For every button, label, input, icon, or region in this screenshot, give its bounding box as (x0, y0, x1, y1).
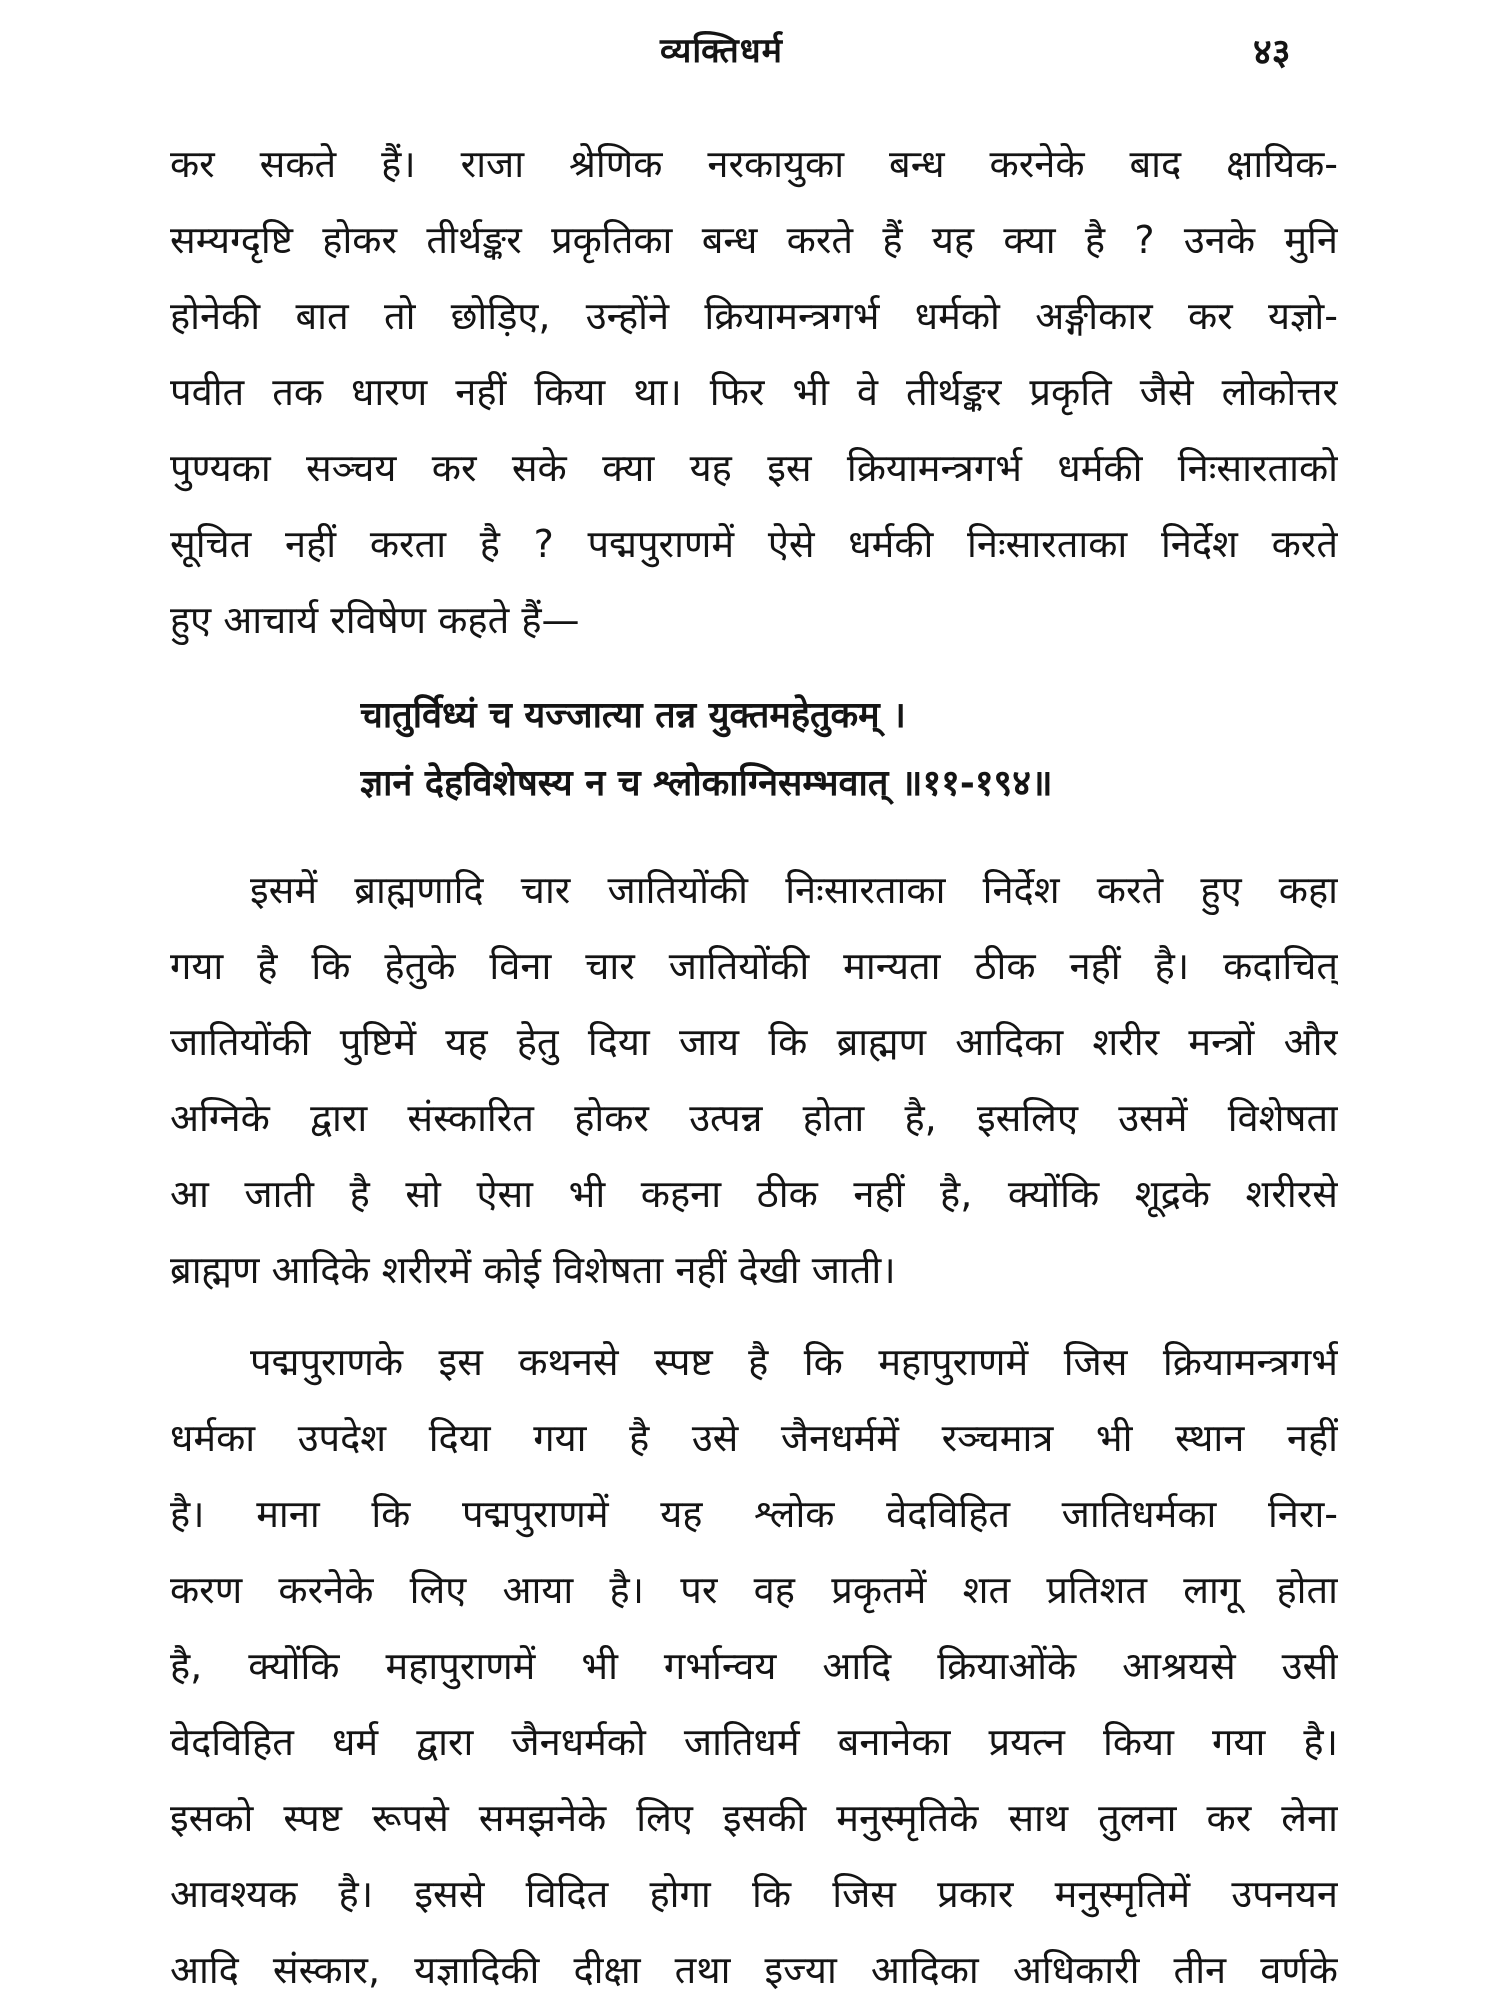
text-line: इसमें ब्राह्मणादि चार जातियोंकी निःसारताका निर्देश करते हुए कहा (250, 868, 1338, 912)
text-line: पद्मपुराणके इस कथनसे स्पष्ट है कि महापुराणमें जिस क्रियामन्त्रगर्भ (250, 1340, 1338, 1384)
text-line: ब्राह्मण आदिके शरीरमें कोई विशेषता नहीं देखी जाती। (170, 1248, 896, 1292)
verse-line-1: चातुर्विध्यं च यज्जात्या तन्न युक्तमहेतुकम् । (360, 695, 906, 736)
text-line: है, क्योंकि महापुराणमें भी गर्भान्वय आदि क्रियाओंके आश्रयसे उसी (170, 1644, 1338, 1688)
text-line: अग्निके द्वारा संस्कारित होकर उत्पन्न होता है, इसलिए उसमें विशेषता (170, 1096, 1338, 1140)
text-line: करण करनेके लिए आया है। पर वह प्रकृतमें शत प्रतिशत लागू होता (170, 1568, 1338, 1612)
text-line: पवीत तक धारण नहीं किया था। फिर भी वे तीर्थङ्कर प्रकृति जैसे लोकोत्तर (170, 370, 1338, 414)
text-line: इसको स्पष्ट रूपसे समझनेके लिए इसकी मनुस्मृतिके साथ तुलना कर लेना (170, 1796, 1338, 1840)
text-line: जातियोंकी पुष्टिमें यह हेतु दिया जाय कि ब्राह्मण आदिका शरीर मन्त्रों और (170, 1020, 1338, 1064)
sanskrit-verse (360, 682, 1340, 818)
text-line: कर सकते हैं। राजा श्रेणिक नरकायुका बन्ध करनेके बाद क्षायिक- (170, 142, 1338, 186)
text-line: आवश्यक है। इससे विदित होगा कि जिस प्रकार मनुस्मृतिमें उपनयन (170, 1872, 1338, 1916)
text-line: आदि संस्कार, यज्ञादिकी दीक्षा तथा इज्या आदिका अधिकारी तीन वर्णके (170, 1948, 1338, 1992)
text-line: हुए आचार्य रविषेण कहते हैं— (170, 598, 580, 642)
verse-line-2: ज्ञानं देहविशेषस्य न च श्लोकाग्निसम्भवात् ॥११-१९४॥ (360, 763, 1053, 804)
text-line: गया है कि हेतुके विना चार जातियोंकी मान्यता ठीक नहीं है। कदाचित् (170, 944, 1338, 988)
paragraph-3 (170, 1324, 1338, 2008)
running-header (0, 26, 1500, 76)
text-line: वेदविहित धर्म द्वारा जैनधर्मको जातिधर्म बनानेका प्रयत्न किया गया है। (170, 1720, 1338, 1764)
text-line: धर्मका उपदेश दिया गया है उसे जैनधर्ममें रञ्चमात्र भी स्थान नहीं (170, 1416, 1338, 1460)
page-number: ४३ (1253, 32, 1291, 73)
text-line: सूचित नहीं करता है ? पद्मपुराणमें ऐसे धर्मकी निःसारताका निर्देश करते (170, 522, 1338, 566)
running-title: व्यक्तिधर्म (660, 31, 783, 71)
text-line: आ जाती है सो ऐसा भी कहना ठीक नहीं है, क्योंकि शूद्रके शरीरसे (170, 1172, 1338, 1216)
paragraph-1 (170, 126, 1338, 658)
text-line: होनेकी बात तो छोड़िए, उन्होंने क्रियामन्त्रगर्भ धर्मको अङ्गीकार कर यज्ञो- (170, 294, 1338, 338)
text-line: है। माना कि पद्मपुराणमें यह श्लोक वेदविहित जातिधर्मका निरा- (170, 1492, 1338, 1536)
text-line: पुण्यका सञ्चय कर सके क्या यह इस क्रियामन्त्रगर्भ धर्मकी निःसारताको (170, 446, 1338, 490)
text-line: सम्यग्दृष्टि होकर तीर्थङ्कर प्रकृतिका बन्ध करते हैं यह क्या है ? उनके मुनि (170, 218, 1338, 262)
paragraph-2 (170, 852, 1338, 1308)
